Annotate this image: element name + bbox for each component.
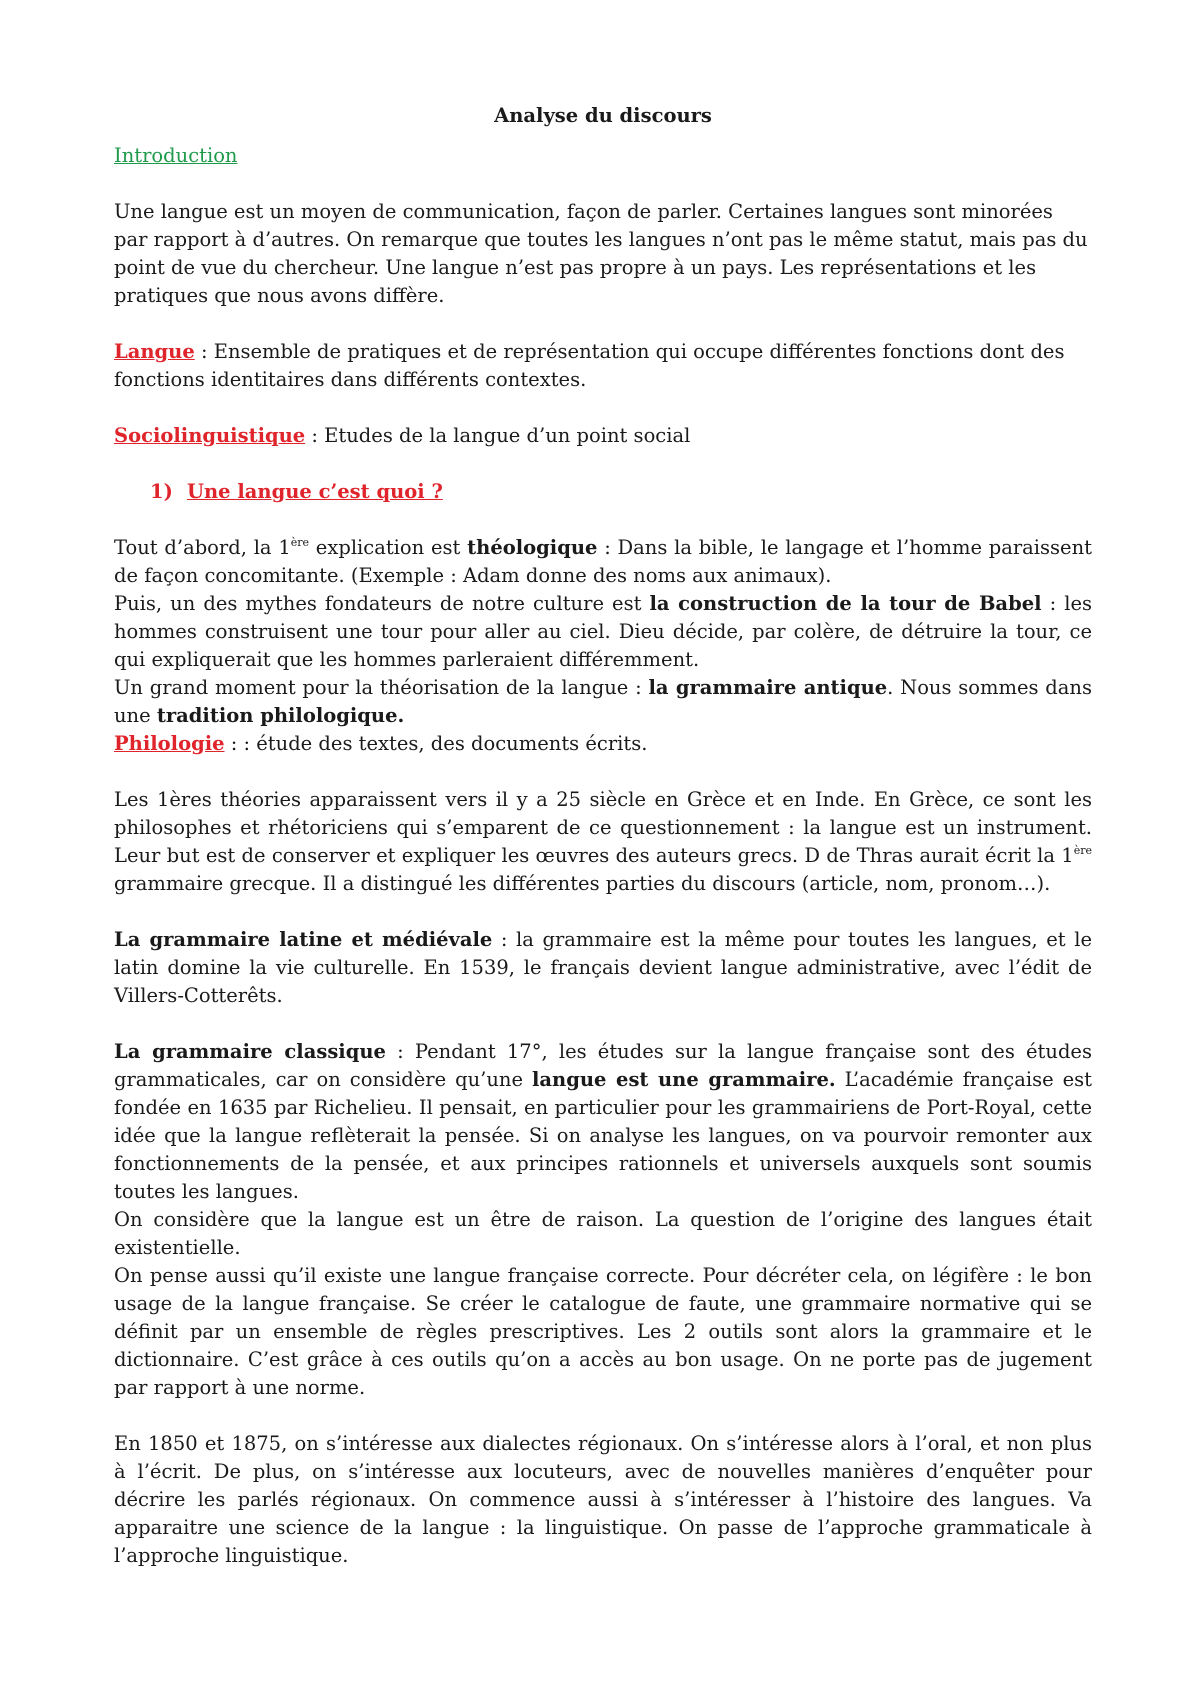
langue-term: Langue xyxy=(114,340,195,363)
bold-term: La grammaire classique xyxy=(114,1040,386,1063)
intro-paragraph: Une langue est un moyen de communication, façon de parler. Certaines langues sont minorées par rapport à d’autres. On remarque que toutes les langues n’ont pas le même statut, mais pas du point de vue du chercheur. Une langue n’est pas propre à un pays. Les représentations et les pratiques que nous avons diffère. xyxy=(114,200,1088,307)
spacer xyxy=(114,506,1092,534)
text-run: : Pendant 17°, les études sur la langue française sont des études grammaticales, car on considère qu’une xyxy=(114,1040,1092,1091)
text-run: L’académie française est fondée en 1635 par Richelieu. Il pensait, en particulier pour les grammairiens de Port-Royal, cette idée que la langue reflèterait la pensée. Si on analyse les langues, on va pourvoir remonter aux fonctionnements de la pensée, et aux principes rationnels et universels auxquels sont soumis toutes les langues. xyxy=(114,1068,1093,1203)
spacer xyxy=(114,450,1092,478)
text-run: : les hommes construisent une tour pour aller au ciel. Dieu décide, par colère, de détruire la tour, ce qui expliquerait que les hommes parleraient différemment. xyxy=(114,592,1092,671)
text-run: : la grammaire est la même pour toutes les langues, et le latin domine la vie culturelle. En 1539, le français devient langue administrative, avec l’édit de Villers-Cotterêts. xyxy=(114,928,1092,1007)
philologie-term: Philologie xyxy=(114,732,225,755)
spacer xyxy=(114,170,1092,198)
socio-definition xyxy=(114,422,1092,450)
text-run: Puis, un des mythes fondateurs de notre culture est xyxy=(114,592,650,615)
paragraph-bon-usage: On pense aussi qu’il existe une langue française correcte. Pour décréter cela, on légifère : le bon usage de la langue française. Se créer le catalogue de faute, une grammaire normative qui se définit par un ensemble de règles prescriptives. Les 2 outils sont alors la grammaire et le dictionnaire. C’est grâce à ces outils qu’on a accès au bon usage. On ne porte pas de jugement par rapport à une norme. xyxy=(114,1264,1092,1399)
spacer xyxy=(114,394,1092,422)
text-run: : Dans la bible, le langage et l’homme paraissent de façon concomitante. (Exemple : Adam donne des noms aux animaux). xyxy=(114,536,1092,587)
superscript: ère xyxy=(1073,844,1092,857)
spacer xyxy=(114,898,1092,926)
intro-heading-text: Introduction xyxy=(114,144,238,167)
intro-heading xyxy=(114,142,1092,170)
paragraph-etre-de-raison: On considère que la langue est un être de raison. La question de l’origine des langues était existentielle. xyxy=(114,1208,1092,1259)
section-title: Une langue c’est quoi ? xyxy=(187,480,443,503)
bold-term: théologique xyxy=(467,536,598,559)
socio-term: Sociolinguistique xyxy=(114,424,306,447)
paragraph-theologique xyxy=(114,534,1092,590)
langue-definition xyxy=(114,338,1092,394)
langue-def-text: : Ensemble de pratiques et de représentation qui occupe différentes fonctions dont des fonctions identitaires dans différents contextes. xyxy=(114,340,1065,391)
paragraph-dialectes: En 1850 et 1875, on s’intéresse aux dialectes régionaux. On s’intéresse alors à l’oral, et non plus à l’écrit. De plus, on s’intéresse aux locuteurs, avec de nouvelles manières d’enquêter pour décrire les parlés régionaux. On commence aussi à s’intéresser à l’histoire des langues. Va apparaitre une science de la langue : la linguistique. On passe de l’approche grammaticale à l’approche linguistique. xyxy=(114,1432,1092,1567)
paragraph-grammaire-antique xyxy=(114,674,1092,730)
philologie-definition xyxy=(114,730,1092,758)
text-run: explication est xyxy=(309,536,468,559)
text-run: Un grand moment pour la théorisation de la langue : xyxy=(114,676,649,699)
bold-term: tradition philologique. xyxy=(156,704,405,727)
section-number: 1) xyxy=(150,480,173,503)
paragraph-grammaire-classique xyxy=(114,1038,1092,1206)
paragraph-babel xyxy=(114,590,1092,674)
text-run: Tout d’abord, la 1 xyxy=(114,536,291,559)
bold-term: la grammaire antique xyxy=(648,676,888,699)
spacer xyxy=(114,1010,1092,1038)
paragraph-grammaire-latine xyxy=(114,926,1092,1010)
socio-def-text: : Etudes de la langue d’un point social xyxy=(305,424,691,447)
document-title: Analyse du discours xyxy=(494,104,712,127)
superscript: ère xyxy=(290,536,310,549)
text-run: Les 1ères théories apparaissent vers il y a 25 siècle en Grèce et en Inde. En Grèce, ce sont les philosophes et rhétoriciens qui s’emparent de ce questionnement : la langue est un instrument. Leur but est de conserver et expliquer les œuvres des auteurs grecs. D de Thras aurait écrit la 1 xyxy=(114,788,1092,867)
document-page xyxy=(114,102,1092,1570)
section-heading-1 xyxy=(114,478,1092,506)
bold-term: la construction de la tour de Babel xyxy=(649,592,1042,615)
spacer xyxy=(114,758,1092,786)
philologie-def-text: : : étude des textes, des documents écrits. xyxy=(224,732,648,755)
text-run: grammaire grecque. Il a distingué les différentes parties du discours (article, nom, pronom…). xyxy=(114,872,1051,895)
text-run: . Nous sommes dans une xyxy=(114,676,1092,727)
bold-term: La grammaire latine et médiévale xyxy=(114,928,493,951)
spacer xyxy=(114,1402,1092,1430)
paragraph-premieres-theories xyxy=(114,786,1092,898)
spacer xyxy=(114,310,1092,338)
bold-term: langue est une grammaire. xyxy=(532,1068,836,1091)
